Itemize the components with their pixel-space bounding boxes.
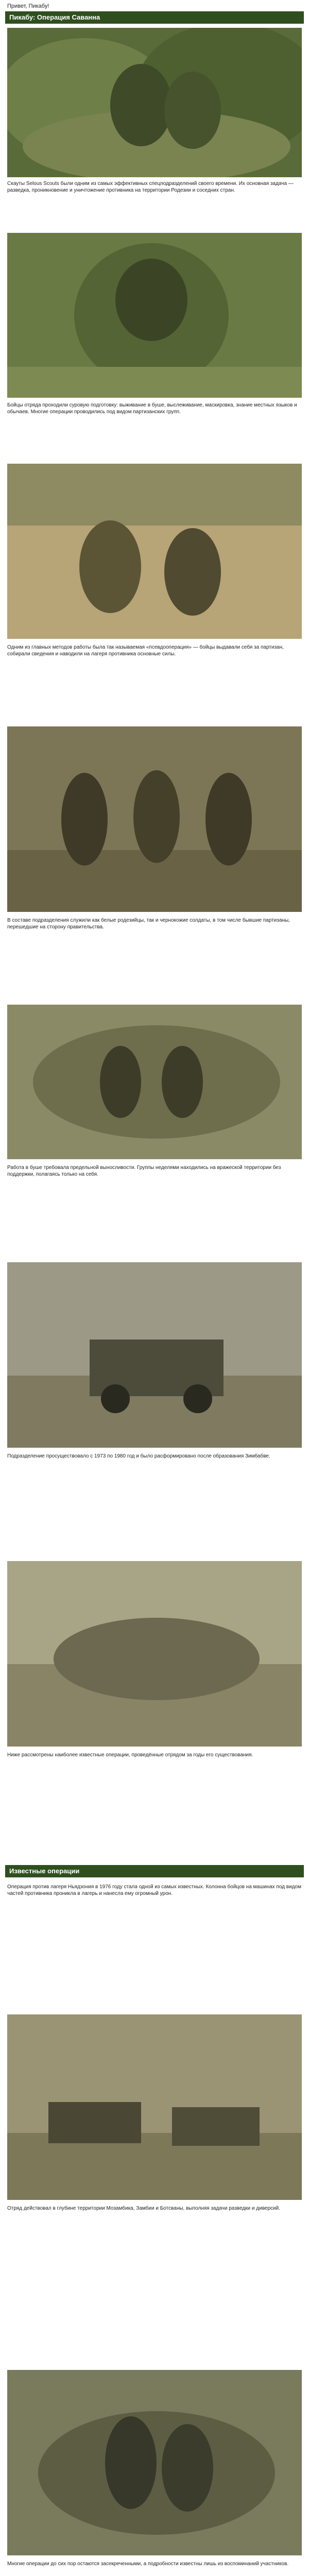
photo-group-portrait: [7, 726, 302, 912]
paragraph-3: Одним из главных методов работы была так называемая «псевдооперация» — бойцы выдавали себя за партизан, собирали сведения и наводили на лагеря противника основные силы.: [7, 645, 284, 657]
section-title-savanna: Пикабу: Операция Саванна: [5, 11, 304, 24]
paragraph-1: Скауты Selous Scouts были одним из самых эффективных спецподразделений своего времени. Их основная задача — разведка, проникновение и уничтожение противника на территории Родезии и соседних стран.: [7, 181, 294, 193]
section-title-operations: Известные операции: [5, 1865, 304, 1877]
greeting-text: Привет, Пикабу!: [7, 3, 49, 9]
paragraph-9: Отряд действовал в глубине территории Мозамбика, Замбии и Ботсваны, выполняя задачи разведки и диверсий.: [7, 2206, 280, 2211]
paragraph-4: В составе подразделения служили как белые родезийцы, так и чернокожие солдаты, в том числе бывшие партизаны, перешедшие на сторону правительства.: [7, 918, 290, 930]
photo-soldier-camouflage: [7, 233, 302, 398]
photo-patrol: [7, 1005, 302, 1159]
paragraph-6: Подразделение просуществовало с 1973 по 1980 год и было расформировано после образования Зимбабве.: [7, 1453, 270, 1459]
photo-camp: [7, 1561, 302, 1747]
paragraph-2: Бойцы отряда проходили суровую подготовку: выживание в буше, выслеживание, маскировка, знание местных языков и обычаев. Многие операции проводились под видом партизанских групп.: [7, 402, 297, 415]
photo-scouts-rest: [7, 2370, 302, 2555]
photo-vehicle: [7, 1262, 302, 1448]
photo-operation-column: [7, 2014, 302, 2200]
paragraph-8: Операция против лагеря Ньядзония в 1976 году стала одной из самых известных. Колонна бойцов на машинах под видом частей противника проникла в лагерь и нанесла ему огромный урон.: [7, 1884, 301, 1896]
photo-scouts-field: [7, 464, 302, 639]
paragraph-10: Многие операции до сих пор остаются засекреченными, а подробности известны лишь из воспоминаний участников.: [7, 2561, 289, 2567]
photo-soldiers-bush: [7, 28, 302, 177]
paragraph-7: Ниже рассмотрены наиболее известные операции, проведённые отрядом за годы его существования.: [7, 1752, 253, 1758]
paragraph-5: Работа в буше требовала предельной выносливости. Группы неделями находились на вражеской территории без поддержки, полагаясь только на себя.: [7, 1165, 281, 1177]
